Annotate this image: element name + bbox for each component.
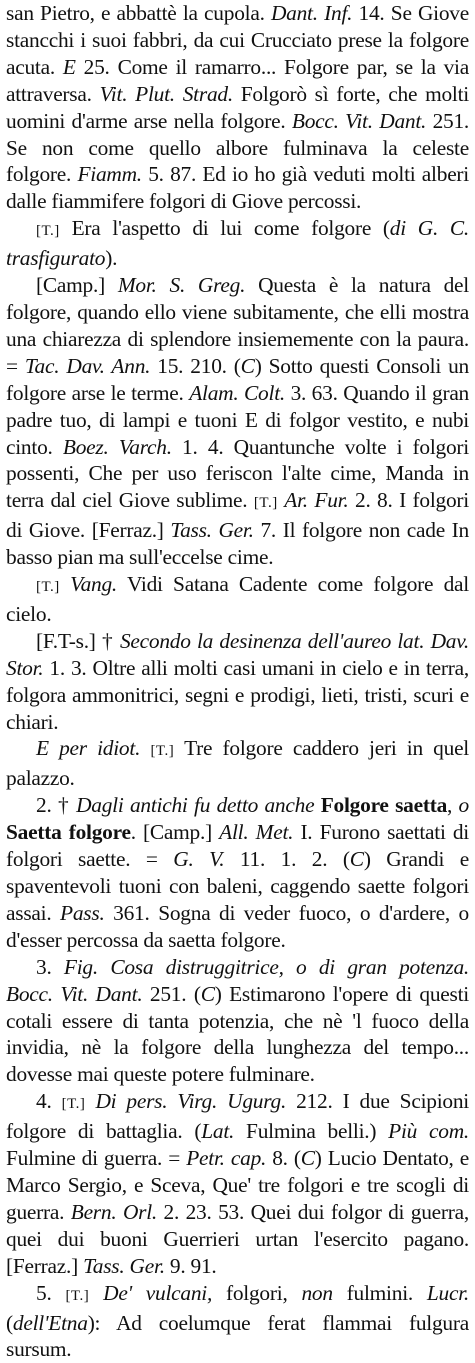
text-run: Questa è la natura del folgore, quando ello viene subitamente, che elli mostra una chiarezza di splendore insiememente con la paura. = <box>6 273 469 378</box>
text-run: 361. Sogna di veder fuoco, o d'ardere, o d'esser percossa da saetta folgore. <box>6 900 469 952</box>
italic-text: Fig. Cosa distruggitrice, o di gran potenza. Bocc. Vit. Dant. <box>6 954 470 1006</box>
text-run <box>89 1281 103 1305</box>
text-run: [F.T-s.] † <box>36 628 120 653</box>
source-tag: [T.] <box>36 579 60 596</box>
italic-text: Di pers. Virg. Ugurg. <box>95 1089 287 1114</box>
italic-text: Tass. Ger. <box>83 1253 165 1278</box>
text-run: 251. ( <box>142 981 201 1006</box>
italic-text: Pass. <box>60 900 105 925</box>
source-tag: [T.] <box>150 743 175 760</box>
italic-text: Boez. Varch. <box>62 434 172 459</box>
italic-text: Vit. Plut. Strad. <box>99 81 233 106</box>
text-run: ): Ad coelumque ferat flammai fulgura sursum. <box>6 1310 469 1362</box>
text-run <box>140 736 150 760</box>
text-run: 11. 1. 2. ( <box>224 847 350 872</box>
text-run: 3. <box>36 954 64 979</box>
text-run: 1. 4. Quantunche volte i folgori possenti, Che per uso feriscon l'alte cime, Manda in terra dal ciel Giove sublime. <box>6 434 469 513</box>
text-run: 3. 63. Quando il gran padre tuo, di lampi e tuoni E di folgor vestito, e nubi cinto. <box>6 380 470 459</box>
text-run <box>60 572 70 596</box>
italic-text: De' vulcani, <box>103 1280 213 1305</box>
entry-paragraph <box>6 272 469 571</box>
text-run: 25. Come il ramarro... Folgore par, se la via attraversa. <box>6 54 469 106</box>
entry-paragraph <box>6 792 469 953</box>
italic-text: Tass. Ger. <box>170 518 254 543</box>
entry-paragraph <box>6 571 469 628</box>
entry-paragraph <box>6 628 469 736</box>
text-run: fulmini. <box>332 1280 427 1305</box>
text-run: ) Lucio Dentato, e Marco Sergio, e Sceva, Que' tre folgori e tre scogli di guerra. <box>6 1146 469 1224</box>
text-run: Folgorò sì forte, che molti uomini d'arme arse nella folgore. <box>6 81 470 133</box>
text-run: . [Camp.] <box>130 820 220 845</box>
italic-text: Dant. Inf. <box>270 1 353 25</box>
text-run: Era l'aspetto di lui come folgore ( <box>59 216 390 241</box>
text-run: [Camp.] <box>36 273 118 298</box>
text-run: 4. <box>36 1089 62 1114</box>
entry-paragraph <box>6 215 469 272</box>
bold-term: Saetta folgore <box>6 820 131 845</box>
italic-text: Tac. Dav. Ann. <box>24 353 151 378</box>
italic-text: C <box>240 353 255 378</box>
italic-text: All. Met. <box>219 820 294 845</box>
italic-text: dell'Etna <box>12 1310 88 1335</box>
text-run: 15. 210. ( <box>150 353 241 378</box>
text-run: Tre folgore caddero jeri in quel palazzo. <box>6 736 470 791</box>
italic-text: Bocc. Vit. Dant. <box>291 108 427 133</box>
text-run: ) Grandi e spaventevoli tuoni con baleni, caggendo saette folgori assai. <box>6 847 469 925</box>
source-tag: [T.] <box>253 495 278 512</box>
italic-text: Petr. cap. <box>186 1146 267 1171</box>
italic-text: E per idiot. <box>36 736 141 761</box>
text-run: , <box>447 793 459 818</box>
entry-paragraph <box>6 735 469 792</box>
entry-paragraph <box>6 0 469 215</box>
text-run: 5. <box>36 1280 66 1305</box>
italic-text: Secondo la desinenza dell'aureo lat. Dav. Stor. <box>6 628 469 680</box>
bold-term: Folgore saetta <box>320 793 448 818</box>
italic-text: C <box>349 847 364 872</box>
italic-text: E <box>62 54 76 79</box>
text-run: 2. 8. I folgori di Giove. [Ferraz.] <box>6 488 469 543</box>
source-tag: [T.] <box>36 223 60 240</box>
text-run: Vidi Satana Cadente come folgore dal cielo. <box>6 572 469 626</box>
italic-text: C <box>300 1146 315 1171</box>
text-run: 7. Il folgore non cade In basso pian ma sull'eccelse cime. <box>6 518 469 570</box>
italic-text: G. V. <box>173 847 225 872</box>
italic-text: C <box>200 981 215 1006</box>
italic-text: Fiamm. <box>77 162 142 187</box>
text-run: 212. I due Scipioni folgore di battaglia. ( <box>6 1089 469 1144</box>
text-run <box>85 1089 95 1113</box>
italic-text: Ar. Fur. <box>284 488 349 513</box>
italic-text: Lat. <box>201 1119 235 1144</box>
text-run: san Pietro, e abbattè la cupola. <box>6 1 271 25</box>
text-run: 2. 23. 53. Quei dui folgor di guerra, quei dui buoni Guerrieri urtan l'esercito pagano. [Ferraz.] <box>6 1199 469 1278</box>
text-run: folgori, <box>212 1280 302 1305</box>
italic-text: Dagli antichi fu detto anche <box>76 793 315 818</box>
text-run: 2. † <box>36 793 77 818</box>
source-tag: [T.] <box>61 1096 86 1113</box>
entry-paragraph <box>6 1088 469 1279</box>
text-run: ). <box>105 246 118 271</box>
italic-text: non <box>301 1280 333 1305</box>
text-run: Fulmine di guerra. = <box>6 1146 187 1171</box>
text-run: ( <box>6 1310 13 1335</box>
text-run: 9. 91. <box>164 1253 217 1278</box>
italic-text: Lucr. <box>426 1280 470 1305</box>
text-run: 1. 3. Oltre alli molti casi umani in cielo e in terra, folgora ammonitrici, segni e prodigi, lieti, tristi, scuri e chiari. <box>6 655 469 734</box>
text-run: 14. Se Giove stancchi i suoi fabbri, da cui Crucciato prese la folgore acuta. <box>6 1 470 79</box>
text-run: 8. ( <box>266 1146 301 1171</box>
italic-text: Vang. <box>70 572 118 597</box>
text-run: ) Estimarono l'opere di questi cotali essere di tanta potenzia, che nè 'l fuoco della invidia, nè la folgore della lunghezza del tempo... dovesse mai queste potere fulminare. <box>6 981 469 1087</box>
italic-text: di G. C. trasfigurato <box>6 216 469 271</box>
text-run: 5. 87. Ed io ho già veduti molti alberi dalle fiammifere folgori di Giove percossi. <box>6 162 470 214</box>
text-run: ) Sotto questi Consoli un folgore arse le terme. <box>6 353 469 405</box>
text-run: 251. Se non come quello albore fulminava la celeste folgore. <box>6 108 470 187</box>
text-run: Fulmina belli.) <box>234 1119 389 1144</box>
source-tag: [T.] <box>65 1287 90 1304</box>
italic-text: Più com. <box>388 1119 469 1144</box>
italic-text: Mor. S. Greg. <box>117 273 246 298</box>
italic-text: o <box>458 793 469 818</box>
italic-text: Bern. Orl. <box>70 1199 158 1224</box>
italic-text: Alam. Colt. <box>189 380 285 405</box>
entry-paragraph <box>6 954 469 1089</box>
entry-paragraph <box>6 1280 469 1363</box>
text-run: I. Furono saettati di folgori saette. = <box>6 820 469 872</box>
